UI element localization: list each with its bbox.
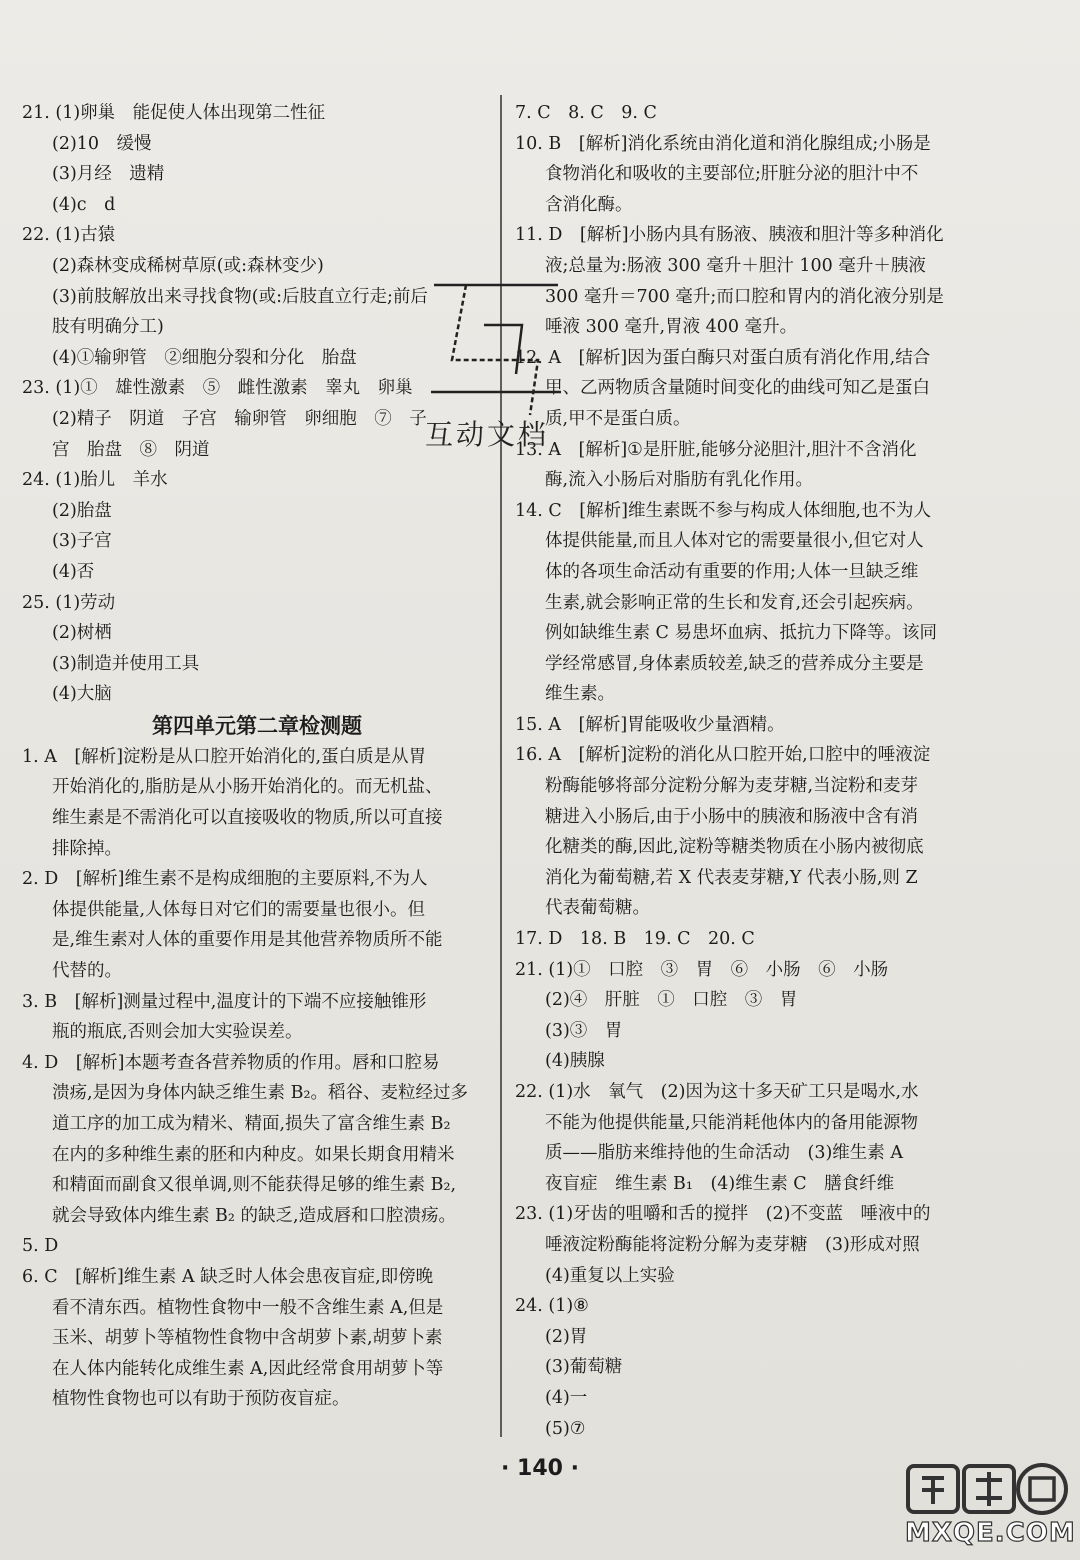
right-answer-line: (5)⑦ — [545, 1418, 586, 1439]
right-answer-line: 粉酶能够将部分淀粉分解为麦芽糖,当淀粉和麦芽 — [545, 776, 919, 797]
left-answer-line: 23. (1)① 雄性激素 ⑤ 雌性激素 睾丸 卵巢 — [22, 378, 413, 399]
left-answer-line: 是,维生素对人体的重要作用是其他营养物质所不能 — [52, 930, 443, 951]
right-answer-line: 10. B [解析]消化系统由消化道和消化腺组成;小肠是 — [515, 133, 931, 154]
left-answer-line: 在人体内能转化成维生素 A,因此经常食用胡萝卜等 — [52, 1358, 444, 1379]
right-answer-line: 质——脂肪来维持他的生命活动 (3)维生素 A — [545, 1143, 903, 1164]
right-answer-line: 17. D 18. B 19. C 20. C — [515, 929, 755, 950]
left-answer-line: (3)月经 遗精 — [52, 164, 165, 185]
right-answer-line: (2)④ 肝脏 ① 口腔 ③ 胃 — [545, 990, 798, 1011]
left-answer-line: 维生素是不需消化可以直接吸收的物质,所以可直接 — [52, 808, 443, 829]
left-answer-line: 21. (1)卵巢 能促使人体出现第二性征 — [22, 103, 326, 123]
left-answer-line: 代替的。 — [52, 961, 122, 982]
left-answer-line: (2)胎盘 — [52, 500, 112, 521]
right-answer-line: 质,甲不是蛋白质。 — [545, 408, 691, 429]
right-answer-line: 甲、乙两物质含量随时间变化的曲线可知乙是蛋白 — [545, 378, 930, 399]
page-number: · 140 · — [501, 1456, 579, 1481]
right-answer-line: 300 毫升＝700 毫升;而口腔和胃内的消化液分别是 — [545, 286, 944, 307]
left-answer-line: 肢有明确分工) — [52, 317, 164, 338]
left-answer-line: 宫 胎盘 ⑧ 阴道 — [52, 439, 210, 460]
right-answer-line: 21. (1)① 口腔 ③ 胃 ⑥ 小肠 ⑥ 小肠 — [515, 959, 889, 980]
right-answer-line: 不能为他提供能量,只能消耗他体内的备用能源物 — [545, 1112, 919, 1133]
left-answer-line: 5. D — [22, 1236, 59, 1257]
left-answer-line: 排除掉。 — [52, 838, 122, 859]
left-answer-line: 1. A [解析]淀粉是从口腔开始消化的,蛋白质是从胃 — [22, 746, 427, 767]
right-answer-line: 23. (1)牙齿的咀嚼和舌的搅拌 (2)不变蓝 唾液中的 — [515, 1204, 931, 1225]
right-answer-line: 糖进入小肠后,由于小肠中的胰液和肠液中含有消 — [545, 806, 919, 827]
right-answer-line: 食物消化和吸收的主要部位;肝脏分泌的胆汁中不 — [545, 164, 919, 185]
left-answer-line: 玉米、胡萝卜等植物性食物中含胡萝卜素,胡萝卜素 — [52, 1328, 443, 1349]
right-answer-line: 唾液 300 毫升,胃液 400 毫升。 — [545, 317, 798, 338]
left-answer-line: 看不清东西。植物性食物中一般不含维生素 A,但是 — [52, 1297, 444, 1318]
left-answer-line: 在内的多种维生素的胚和内种皮。如果长期食用精米 — [52, 1144, 455, 1165]
right-answer-line: 16. A [解析]淀粉的消化从口腔开始,口腔中的唾液淀 — [515, 745, 931, 766]
right-answer-line: (2)胃 — [545, 1326, 588, 1347]
right-answer-line: 学经常感冒,身体素质较差,缺乏的营养成分主要是 — [545, 653, 924, 674]
right-answer-line: 体的各项生命活动有重要的作用;人体一旦缺乏维 — [545, 561, 919, 582]
right-answer-line: (3)葡萄糖 — [545, 1357, 623, 1378]
left-answer-line: 25. (1)劳动 — [22, 592, 116, 613]
left-answer-line: 体提供能量,人体每日对它们的需要量也很小。但 — [52, 899, 426, 920]
left-answer-line: (4)大脑 — [52, 684, 112, 705]
left-answer-line: 4. D [解析]本题考查各营养物质的作用。唇和口腔易 — [22, 1052, 440, 1073]
left-answer-line: 道工序的加工成为精米、精面,损失了富含维生素 B₂ — [52, 1114, 451, 1134]
left-answer-line: 24. (1)胎儿 羊水 — [22, 470, 168, 491]
right-answer-line: 代表葡萄糖。 — [545, 898, 650, 919]
right-answer-line: 24. (1)⑧ — [515, 1296, 589, 1317]
right-answer-line: 液;总量为:肠液 300 毫升＋胆汁 100 毫升＋胰液 — [545, 255, 926, 276]
left-answer-line: (3)制造并使用工具 — [52, 653, 200, 674]
watermark-text: 互动文档 — [425, 418, 550, 451]
right-answer-line: 11. D [解析]小肠内具有肠液、胰液和胆汁等多种消化 — [515, 225, 944, 246]
left-answer-line: 就会导致体内维生素 B₂ 的缺乏,造成唇和口腔溃疡。 — [52, 1205, 457, 1226]
left-answer-line: 瓶的瓶底,否则会加大实验误差。 — [52, 1022, 303, 1043]
left-answer-line: 和精面而副食又很单调,则不能获得足够的维生素 B₂, — [52, 1175, 457, 1196]
section-title: 第四单元第二章检测题 — [152, 713, 362, 738]
left-answer-line: 开始消化的,脂肪是从小肠开始消化的。而无机盐、 — [52, 777, 443, 798]
right-answer-line: 12. A [解析]因为蛋白酶只对蛋白质有消化作用,结合 — [515, 347, 931, 368]
left-answer-line: (4)否 — [52, 561, 95, 582]
right-answer-line: 夜盲症 维生素 B₁ (4)维生素 C 膳食纤维 — [545, 1173, 895, 1194]
right-answer-line: 维生素。 — [545, 684, 615, 705]
right-answer-line: 14. C [解析]维生素既不参与构成人体细胞,也不为人 — [515, 500, 931, 521]
right-answer-line: 化糖类的酶,因此,淀粉等糖类物质在小肠内被彻底 — [545, 837, 924, 858]
left-answer-column — [22, 98, 492, 1415]
right-answer-line: 消化为葡萄糖,若 X 代表麦芽糖,Y 代表小肠,则 Z — [545, 867, 918, 888]
right-answer-line: 22. (1)水 氧气 (2)因为这十多天矿工只是喝水,水 — [515, 1082, 919, 1102]
left-answer-line: (4)①输卵管 ②细胞分裂和分化 胎盘 — [52, 347, 357, 368]
left-answer-line: 3. B [解析]测量过程中,温度计的下端不应接触锥形 — [22, 991, 427, 1012]
right-answer-line: 15. A [解析]胃能吸收少量酒精。 — [515, 714, 785, 735]
right-answer-line: 7. C 8. C 9. C — [515, 103, 657, 123]
left-answer-line: (4)c d — [52, 194, 116, 215]
left-answer-line: 溃疡,是因为身体内缺乏维生素 B₂。稻谷、麦粒经过多 — [52, 1083, 468, 1104]
left-answer-line: (2)精子 阴道 子宫 输卵管 卵细胞 ⑦ 子 — [52, 408, 427, 429]
left-answer-line: (2)树栖 — [52, 623, 112, 644]
right-answer-line: 含消化酶。 — [545, 194, 633, 215]
right-answer-line: (4)胰腺 — [545, 1051, 605, 1072]
site-logo-text: MXQE.COM — [905, 1518, 1076, 1548]
left-answer-line: (2)森林变成稀树草原(或:森林变少) — [52, 255, 324, 276]
right-answer-line: 例如缺维生素 C 易患坏血病、抵抗力下降等。该同 — [545, 623, 938, 644]
left-answer-line: 植物性食物也可以有助于预防夜盲症。 — [52, 1389, 350, 1410]
right-answer-line: 酶,流入小肠后对脂肪有乳化作用。 — [545, 470, 814, 491]
right-answer-line: 生素,就会影响正常的生长和发育,还会引起疾病。 — [545, 592, 924, 613]
right-answer-line: 唾液淀粉酶能将淀粉分解为麦芽糖 (3)形成对照 — [545, 1234, 920, 1255]
left-answer-line: 6. C [解析]维生素 A 缺乏时人体会患夜盲症,即傍晚 — [22, 1266, 434, 1287]
right-answer-line: (4)一 — [545, 1387, 588, 1408]
right-answer-line: (3)③ 胃 — [545, 1020, 623, 1041]
left-answer-line: (3)前肢解放出来寻找食物(或:后肢直立行走;前后 — [52, 286, 428, 307]
left-answer-line: (2)10 缓慢 — [52, 133, 152, 154]
left-answer-line: 2. D [解析]维生素不是构成细胞的主要原料,不为人 — [22, 869, 428, 890]
right-answer-line: 体提供能量,而且人体对它的需要量很小,但它对人 — [545, 531, 924, 552]
left-answer-line: 22. (1)古猿 — [22, 225, 116, 246]
right-answer-column — [515, 98, 985, 1444]
right-answer-line: 13. A [解析]①是肝脏,能够分泌胆汁,胆汁不含消化 — [515, 439, 917, 460]
right-answer-line: (4)重复以上实验 — [545, 1265, 675, 1286]
left-answer-line: (3)子宫 — [52, 531, 112, 552]
